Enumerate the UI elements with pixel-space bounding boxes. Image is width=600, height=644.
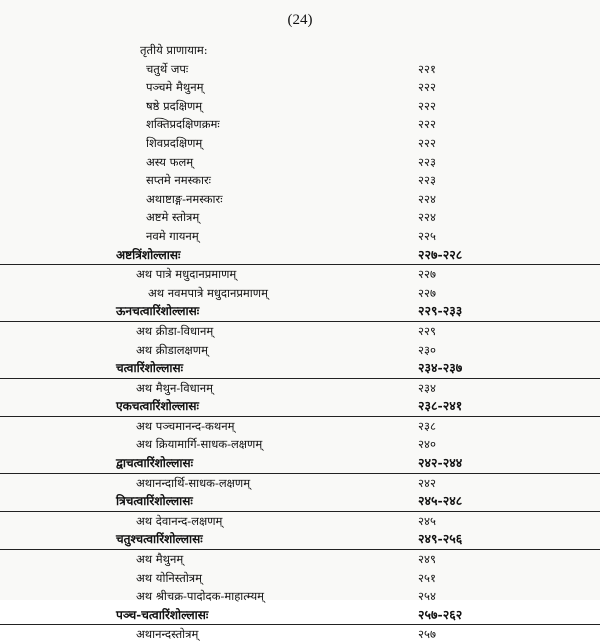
toc-entry — [0, 569, 600, 588]
chapter-title: द्वाचत्वारिंशोल्लासः — [116, 456, 194, 471]
toc-entry — [0, 171, 600, 190]
entry-page: २२२ — [418, 117, 436, 132]
toc-entry — [0, 435, 600, 454]
chapter-heading — [0, 359, 600, 379]
toc-entry — [0, 550, 600, 569]
entry-title: अथानन्दस्तोत्रम् — [136, 627, 199, 642]
entry-title: अथ नवमपात्रे मधुदानप्रमाणम् — [148, 285, 268, 300]
chapter-title: पञ्च-चत्वारिंशोल्लासः — [116, 607, 209, 622]
chapter-title: चतुश्चत्वारिंशोल्लासः — [116, 532, 203, 547]
entry-title: अथ मैथुन-विधानम् — [136, 380, 213, 395]
entry-title: अथ पात्रे मधुदानप्रमाणम् — [136, 267, 237, 282]
entry-page: २५१ — [418, 570, 436, 585]
chapter-heading — [0, 530, 600, 550]
entry-page: २२९ — [418, 323, 436, 338]
entry-page: २५४ — [418, 589, 436, 604]
entry-page: २३४ — [418, 380, 436, 395]
toc-entry — [0, 227, 600, 246]
chapter-pages: २२९-२३३ — [418, 303, 463, 319]
entry-page: २२४ — [418, 191, 436, 206]
entry-title: चतुर्थे जपः — [146, 61, 189, 76]
chapter-pages: २३४-२३७ — [418, 360, 463, 376]
entry-page: २२७ — [418, 267, 436, 282]
entry-page: २४० — [418, 437, 436, 452]
chapter-title: त्रिचत्वारिंशोल्लासः — [116, 494, 193, 509]
table-of-contents — [0, 41, 600, 644]
toc-entry — [0, 265, 600, 284]
toc-entry — [0, 153, 600, 172]
entry-title: नवमे गायनम् — [146, 228, 199, 243]
toc-entry — [0, 625, 600, 644]
entry-page: २२२ — [418, 135, 436, 150]
entry-page: २४९ — [418, 552, 436, 567]
entry-title: अथ क्रीडा-विधानम् — [136, 323, 214, 338]
toc-entry — [0, 284, 600, 303]
entry-page: २४२ — [418, 475, 436, 490]
toc-entry — [0, 587, 600, 606]
toc-entry — [0, 41, 600, 60]
toc-entry — [0, 417, 600, 436]
entry-title: तृतीये प्राणायाम: — [140, 43, 208, 57]
toc-entry — [0, 208, 600, 227]
chapter-pages: २४९-२५६ — [418, 531, 463, 547]
entry-title: अथ योनिस्तोत्रम् — [136, 570, 203, 585]
chapter-heading — [0, 302, 600, 322]
toc-entry — [0, 115, 600, 134]
chapter-title: ऊनचत्वारिंशोल्लासः — [116, 304, 200, 319]
entry-page: २२४ — [418, 210, 436, 225]
entry-page: २३० — [418, 342, 436, 357]
entry-title: अथाष्टाङ्ग-नमस्कारः — [146, 191, 223, 206]
chapter-title: अष्टत्रिंशोल्लासः — [116, 247, 181, 262]
page-number: (24) — [287, 12, 313, 28]
entry-title: अथानन्दार्थि-साधक-लक्षणम् — [136, 475, 251, 490]
entry-page: २४५ — [418, 513, 436, 528]
entry-page: २२३ — [418, 154, 436, 169]
chapter-heading — [0, 397, 600, 417]
chapter-pages: २४५-२४८ — [418, 493, 463, 509]
entry-title: सप्तमे नमस्कारः — [146, 173, 211, 188]
entry-title: अष्टमे स्तोत्रम् — [146, 210, 200, 225]
entry-title: पञ्चमे मैथुनम् — [146, 80, 204, 95]
chapter-pages: २५७-२६२ — [418, 606, 463, 622]
entry-title: षष्ठे प्रदक्षिणम् — [146, 98, 203, 113]
toc-entry — [0, 474, 600, 493]
entry-title: अथ श्रीचक्र-पादोदक-माहात्म्यम् — [136, 589, 265, 604]
entry-title: अथ क्रीडालक्षणम् — [136, 342, 208, 357]
toc-entry — [0, 78, 600, 97]
chapter-pages: २३८-२४१ — [418, 398, 463, 414]
toc-entry — [0, 322, 600, 341]
chapter-heading — [0, 454, 600, 474]
toc-entry — [0, 512, 600, 531]
chapter-heading — [0, 246, 600, 266]
entry-title: अथ मैथुनम् — [136, 552, 184, 567]
entry-page: २५७ — [418, 627, 436, 642]
entry-title: शिवप्रदक्षिणम् — [146, 135, 203, 150]
entry-page: २२३ — [418, 173, 436, 188]
chapter-pages: २४२-२४४ — [418, 455, 463, 471]
entry-page: २३८ — [418, 418, 436, 433]
chapter-pages: २२७-२२८ — [418, 246, 463, 262]
entry-page: २२२ — [418, 80, 436, 95]
toc-entry — [0, 190, 600, 209]
toc-entry — [0, 97, 600, 116]
entry-page: २२७ — [418, 285, 436, 300]
chapter-heading — [0, 492, 600, 512]
entry-title: अथ देवानन्द-लक्षणम् — [136, 513, 223, 528]
entry-title: अथ क्रियामार्गि-साधक-लक्षणम् — [136, 437, 263, 452]
entry-title: शक्तिप्रदक्षिणक्रमः — [146, 117, 220, 132]
entry-title: अथ पञ्चमानन्द-कथनम् — [136, 418, 235, 433]
chapter-heading — [0, 606, 600, 626]
toc-entry — [0, 341, 600, 360]
chapter-title: चत्वारिंशोल्लासः — [116, 361, 184, 376]
toc-entry — [0, 60, 600, 79]
entry-title: अस्य फलम् — [146, 154, 194, 169]
entry-page: २२२ — [418, 98, 436, 113]
toc-entry — [0, 379, 600, 398]
entry-page: २२१ — [418, 61, 436, 76]
toc-entry — [0, 134, 600, 153]
chapter-title: एकचत्वारिंशोल्लासः — [116, 399, 199, 414]
entry-page: २२५ — [418, 228, 436, 243]
